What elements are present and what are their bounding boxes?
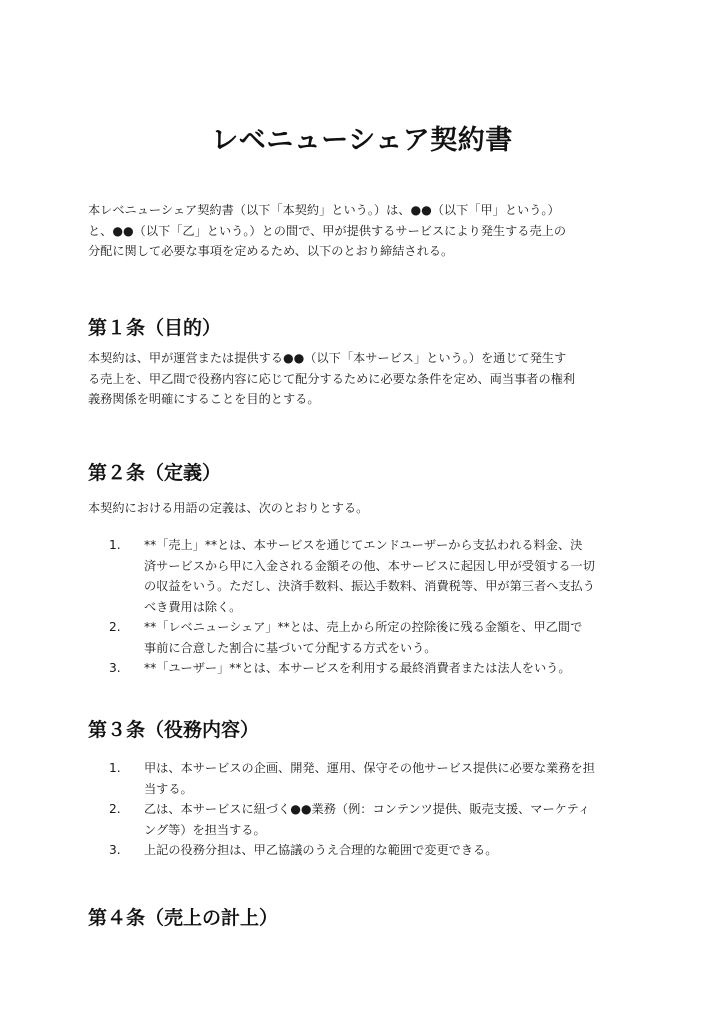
duty-item [88, 758, 648, 799]
item-line: ング等）を担当する。 [144, 822, 266, 837]
preamble-line: と、●●（以下「乙」という。）との間で、甲が提供するサービスにより発生する売上の [88, 223, 567, 238]
item-line: **「売上」**とは、本サービスを通じてエンドユーザーから支払われる料金、決 [144, 538, 583, 552]
item-line: 乙は、本サービスに紐づく●●業務（例：コンテンツ提供、販売支援、マーケティ [144, 802, 591, 816]
article-2-intro [88, 498, 648, 519]
item-line: 甲は、本サービスの企画、開発、運用、保守その他サービス提供に必要な業務を担 [144, 761, 595, 775]
definition-item [88, 535, 648, 617]
item-line: **「レベニューシェア」**とは、売上から所定の控除後に残る金額を、甲乙間で [144, 620, 583, 634]
item-line: の収益をいう。ただし、決済手数料、振込手数料、消費税等、甲が第三者へ支払う [144, 579, 595, 593]
intro-line: 本契約における用語の定義は、次のとおりとする。 [88, 501, 369, 515]
item-number: 2. [109, 802, 121, 816]
body-line: 本契約は、甲が運営または提供する●●（以下「本サービス」という。）を通じて発生す [88, 351, 567, 365]
duty-item [88, 799, 648, 840]
item-number: 1. [109, 761, 121, 775]
definition-item [88, 658, 648, 679]
item-number: 3. [109, 843, 121, 857]
item-line: **「ユーザー」**とは、本サービスを利用する最終消費者または法人をいう。 [144, 661, 571, 675]
item-line: 上記の役務分担は、甲乙協議のうえ合理的な範囲で変更できる。 [144, 843, 498, 857]
item-line: 済サービスから甲に入金される金額その他、本サービスに起因し甲が受領する一切 [144, 558, 595, 573]
preamble-line: 本レベニューシェア契約書（以下「本契約」という。）は、●●（以下「甲」という。） [88, 203, 560, 217]
item-line: べき費用は除く。 [144, 599, 242, 614]
body-line: る売上を、甲乙間で役務内容に応じて配分するために必要な条件を定め、両当事者の権利 [88, 371, 576, 386]
item-number: 3. [109, 661, 121, 675]
article-1-heading: 第１条（目的） [88, 317, 222, 339]
definitions-list [88, 535, 648, 679]
preamble-paragraph [88, 200, 648, 262]
item-number: 1. [109, 538, 121, 552]
duty-item [88, 840, 648, 861]
article-4-heading: 第４条（売上の計上） [88, 907, 279, 929]
item-number: 2. [109, 620, 121, 634]
duties-list [88, 758, 648, 861]
article-2-heading: 第２条（定義） [88, 462, 222, 484]
article-1-body [88, 348, 648, 410]
body-line: 義務関係を明確にすることを目的とする。 [88, 392, 320, 406]
document-title: レベニューシェア契約書 [211, 125, 513, 156]
article-3-heading: 第３条（役務内容） [88, 719, 260, 741]
preamble-line: 分配に関して必要な事項を定めるため、以下のとおり締結される。 [88, 244, 454, 258]
definition-item [88, 617, 648, 658]
item-line: 事前に合意した割合に基づいて分配する方式をいう。 [144, 640, 437, 655]
item-line: 当する。 [144, 781, 193, 796]
